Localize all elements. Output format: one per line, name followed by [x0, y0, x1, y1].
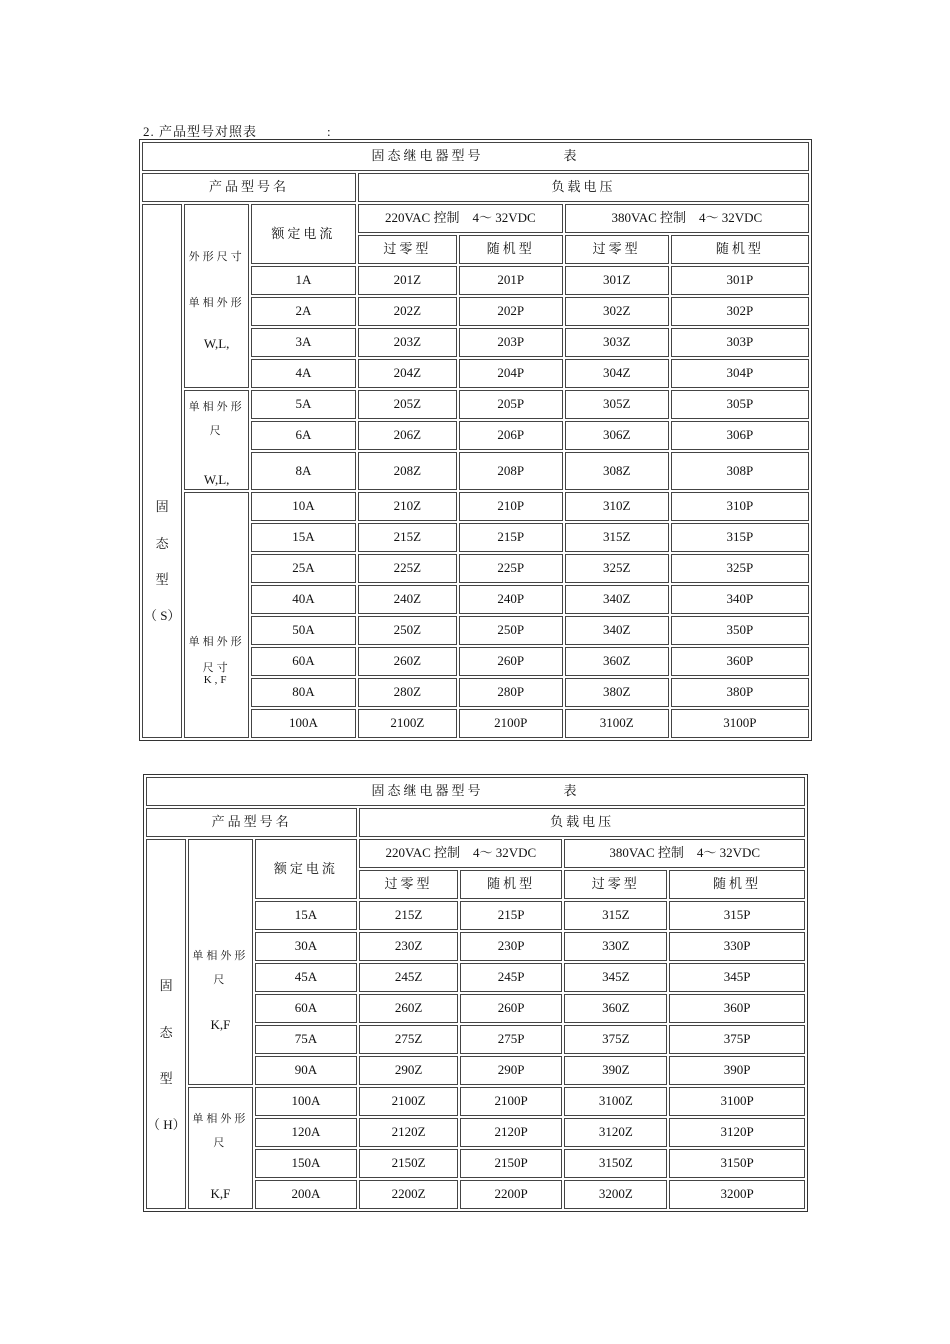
- model-number-cell: 310P: [671, 492, 809, 521]
- rated-current-cell: 15A: [251, 523, 356, 552]
- model-number-cell: 375Z: [564, 1025, 667, 1054]
- model-number-cell: 360P: [671, 647, 809, 676]
- model-number-cell: 340Z: [565, 616, 669, 645]
- model-number-cell: 3120P: [669, 1118, 805, 1147]
- table-title: 固态继电器型号 表: [142, 142, 809, 171]
- model-number-cell: 315P: [669, 901, 805, 930]
- subcol-zero-220: 过零型: [359, 870, 458, 899]
- side-line: （ S）: [143, 608, 181, 624]
- model-number-cell: 240P: [459, 585, 563, 614]
- model-number-cell: 350P: [671, 616, 809, 645]
- model-number-cell: 230Z: [359, 932, 458, 961]
- model-number-cell: 201Z: [358, 266, 457, 295]
- rated-current-cell: 90A: [255, 1056, 358, 1085]
- model-number-cell: 315Z: [564, 901, 667, 930]
- model-number-cell: 202Z: [358, 297, 457, 326]
- model-number-cell: 3150P: [669, 1149, 805, 1178]
- model-number-cell: 208P: [459, 452, 563, 490]
- model-number-cell: 245P: [460, 963, 563, 992]
- model-number-cell: 308Z: [565, 452, 669, 490]
- model-number-cell: 206P: [459, 421, 563, 450]
- subcol-random-380: 随机型: [669, 870, 805, 899]
- model-number-cell: 360Z: [565, 647, 669, 676]
- table-title-row: [142, 142, 809, 171]
- rated-current-cell: 5A: [251, 390, 356, 419]
- subcol-random-380: 随机型: [671, 235, 809, 264]
- rated-current-cell: 40A: [251, 585, 356, 614]
- rated-current-cell: 200A: [255, 1180, 358, 1209]
- model-number-cell: 2200P: [460, 1180, 563, 1209]
- model-number-cell: 215Z: [359, 901, 458, 930]
- load-voltage-header: 负载电压: [358, 173, 809, 202]
- model-number-cell: 208Z: [358, 452, 457, 490]
- side-line: （ H）: [147, 1117, 186, 1133]
- model-number-cell: 340Z: [565, 585, 669, 614]
- model-number-cell: 302P: [671, 297, 809, 326]
- model-number-cell: 360Z: [564, 994, 667, 1023]
- model-number-cell: 315Z: [565, 523, 669, 552]
- model-number-cell: 3100Z: [564, 1087, 667, 1116]
- rated-current-cell: 100A: [251, 709, 356, 738]
- rated-current-cell: 30A: [255, 932, 358, 961]
- type-side-label: [142, 204, 182, 738]
- model-number-cell: 345Z: [564, 963, 667, 992]
- model-number-cell: 380Z: [565, 678, 669, 707]
- model-number-cell: 303Z: [565, 328, 669, 357]
- side-line: 态: [155, 535, 169, 551]
- rated-current-cell: 2A: [251, 297, 356, 326]
- model-number-cell: 205P: [459, 390, 563, 419]
- table-header-row: [146, 808, 805, 837]
- rated-current-cell: 120A: [255, 1118, 358, 1147]
- model-number-cell: 203Z: [358, 328, 457, 357]
- table-title-row: [146, 777, 805, 806]
- model-number-cell: 2100Z: [358, 709, 457, 738]
- load-voltage-header: 负载电压: [359, 808, 805, 837]
- model-number-cell: 280P: [459, 678, 563, 707]
- rated-current-cell: 150A: [255, 1149, 358, 1178]
- table-header-row: [142, 173, 809, 202]
- model-number-cell: 250Z: [358, 616, 457, 645]
- model-number-cell: 3100P: [669, 1087, 805, 1116]
- model-number-cell: 3200Z: [564, 1180, 667, 1209]
- shape-group-3: 单相外形 尺寸 K,F: [184, 492, 249, 738]
- model-number-cell: 302Z: [565, 297, 669, 326]
- model-number-cell: 250P: [459, 616, 563, 645]
- table-title: 固态继电器型号 表: [146, 777, 805, 806]
- model-number-cell: 260Z: [359, 994, 458, 1023]
- rated-current-cell: 6A: [251, 421, 356, 450]
- rated-current-header: 额定电流: [255, 839, 358, 899]
- side-line: 固: [155, 499, 169, 515]
- model-number-cell: 315P: [671, 523, 809, 552]
- model-number-cell: 275Z: [359, 1025, 458, 1054]
- model-number-cell: 308P: [671, 452, 809, 490]
- model-number-cell: 210P: [459, 492, 563, 521]
- model-number-cell: 390Z: [564, 1056, 667, 1085]
- side-line: 态: [159, 1024, 173, 1040]
- model-number-cell: 301P: [671, 266, 809, 295]
- model-number-cell: 290P: [460, 1056, 563, 1085]
- rated-current-cell: 60A: [251, 647, 356, 676]
- model-number-cell: 375P: [669, 1025, 805, 1054]
- model-number-cell: 2120P: [460, 1118, 563, 1147]
- model-number-cell: 3200P: [669, 1180, 805, 1209]
- model-number-cell: 360P: [669, 994, 805, 1023]
- model-number-cell: 225Z: [358, 554, 457, 583]
- model-number-cell: 210Z: [358, 492, 457, 521]
- rated-current-cell: 3A: [251, 328, 356, 357]
- model-number-cell: 340P: [671, 585, 809, 614]
- model-number-cell: 330Z: [564, 932, 667, 961]
- rated-current-cell: 4A: [251, 359, 356, 388]
- subcol-zero-380: 过零型: [565, 235, 669, 264]
- type-side-label: [146, 839, 186, 1209]
- model-number-cell: 345P: [669, 963, 805, 992]
- section-heading: 2. 产品型号对照表 :: [143, 124, 332, 139]
- shape-group-2: 单相外形 尺 W,L,: [184, 390, 249, 490]
- model-number-cell: 3100Z: [565, 709, 669, 738]
- model-number-cell: 301Z: [565, 266, 669, 295]
- model-number-cell: 305P: [671, 390, 809, 419]
- model-number-cell: 275P: [460, 1025, 563, 1054]
- model-number-cell: 325P: [671, 554, 809, 583]
- model-number-cell: 260Z: [358, 647, 457, 676]
- model-number-cell: 3120Z: [564, 1118, 667, 1147]
- model-number-cell: 260P: [460, 994, 563, 1023]
- side-line: 型: [155, 572, 169, 587]
- model-number-cell: 204P: [459, 359, 563, 388]
- model-number-cell: 2150P: [460, 1149, 563, 1178]
- model-number-cell: 202P: [459, 297, 563, 326]
- model-number-cell: 310Z: [565, 492, 669, 521]
- model-number-cell: 3150Z: [564, 1149, 667, 1178]
- voltage-220-header: 220VAC 控制 4～ 32VDC: [358, 204, 563, 233]
- rated-current-cell: 45A: [255, 963, 358, 992]
- rated-current-cell: 1A: [251, 266, 356, 295]
- model-number-cell: 305Z: [565, 390, 669, 419]
- model-number-cell: 330P: [669, 932, 805, 961]
- model-number-cell: 280Z: [358, 678, 457, 707]
- voltage-220-header: 220VAC 控制 4～ 32VDC: [359, 839, 562, 868]
- product-model-header: 产品型号名: [146, 808, 357, 837]
- voltage-row: [142, 204, 809, 233]
- model-number-cell: 2120Z: [359, 1118, 458, 1147]
- model-table-s: [139, 139, 812, 741]
- model-number-cell: 2200Z: [359, 1180, 458, 1209]
- model-number-cell: 204Z: [358, 359, 457, 388]
- subcol-random-220: 随机型: [460, 870, 563, 899]
- model-number-cell: 215Z: [358, 523, 457, 552]
- model-number-cell: 306P: [671, 421, 809, 450]
- voltage-380-header: 380VAC 控制 4～ 32VDC: [565, 204, 809, 233]
- model-number-cell: 245Z: [359, 963, 458, 992]
- model-number-cell: 303P: [671, 328, 809, 357]
- model-number-cell: 205Z: [358, 390, 457, 419]
- subcol-zero-220: 过零型: [358, 235, 457, 264]
- rated-current-cell: 80A: [251, 678, 356, 707]
- model-number-cell: 3100P: [671, 709, 809, 738]
- rated-current-cell: 8A: [251, 452, 356, 490]
- model-number-cell: 206Z: [358, 421, 457, 450]
- rated-current-cell: 10A: [251, 492, 356, 521]
- rated-current-cell: 100A: [255, 1087, 358, 1116]
- model-number-cell: 325Z: [565, 554, 669, 583]
- model-number-cell: 240Z: [358, 585, 457, 614]
- model-number-cell: 2100P: [460, 1087, 563, 1116]
- rated-current-cell: 75A: [255, 1025, 358, 1054]
- model-number-cell: 203P: [459, 328, 563, 357]
- model-number-cell: 306Z: [565, 421, 669, 450]
- side-line: 型: [159, 1071, 173, 1086]
- rated-current-cell: 25A: [251, 554, 356, 583]
- model-number-cell: 2100P: [459, 709, 563, 738]
- model-table-h: [143, 774, 808, 1212]
- rated-current-cell: 60A: [255, 994, 358, 1023]
- side-line: 固: [159, 978, 173, 994]
- model-number-cell: 304Z: [565, 359, 669, 388]
- table-row: [142, 390, 809, 419]
- subcol-zero-380: 过零型: [564, 870, 667, 899]
- voltage-row: [146, 839, 805, 868]
- model-number-cell: 390P: [669, 1056, 805, 1085]
- model-number-cell: 201P: [459, 266, 563, 295]
- rated-current-header: 额定电流: [251, 204, 356, 264]
- model-number-cell: 2100Z: [359, 1087, 458, 1116]
- shape-group-1: 单相外形 尺 K,F: [188, 839, 252, 1085]
- model-number-cell: 215P: [460, 901, 563, 930]
- voltage-380-header: 380VAC 控制 4～ 32VDC: [564, 839, 805, 868]
- rated-current-cell: 15A: [255, 901, 358, 930]
- table-row: [146, 1087, 805, 1116]
- model-number-cell: 260P: [459, 647, 563, 676]
- product-model-header: 产品型号名: [142, 173, 356, 202]
- table-row: [142, 492, 809, 521]
- model-number-cell: 230P: [460, 932, 563, 961]
- subcol-random-220: 随机型: [459, 235, 563, 264]
- model-number-cell: 304P: [671, 359, 809, 388]
- model-number-cell: 290Z: [359, 1056, 458, 1085]
- model-number-cell: 2150Z: [359, 1149, 458, 1178]
- shape-group-2: 单相外形 尺 K,F: [188, 1087, 252, 1209]
- model-number-cell: 225P: [459, 554, 563, 583]
- shape-group-1: 外形尺寸 单相外形 W,L,: [184, 204, 249, 388]
- model-number-cell: 215P: [459, 523, 563, 552]
- model-number-cell: 380P: [671, 678, 809, 707]
- rated-current-cell: 50A: [251, 616, 356, 645]
